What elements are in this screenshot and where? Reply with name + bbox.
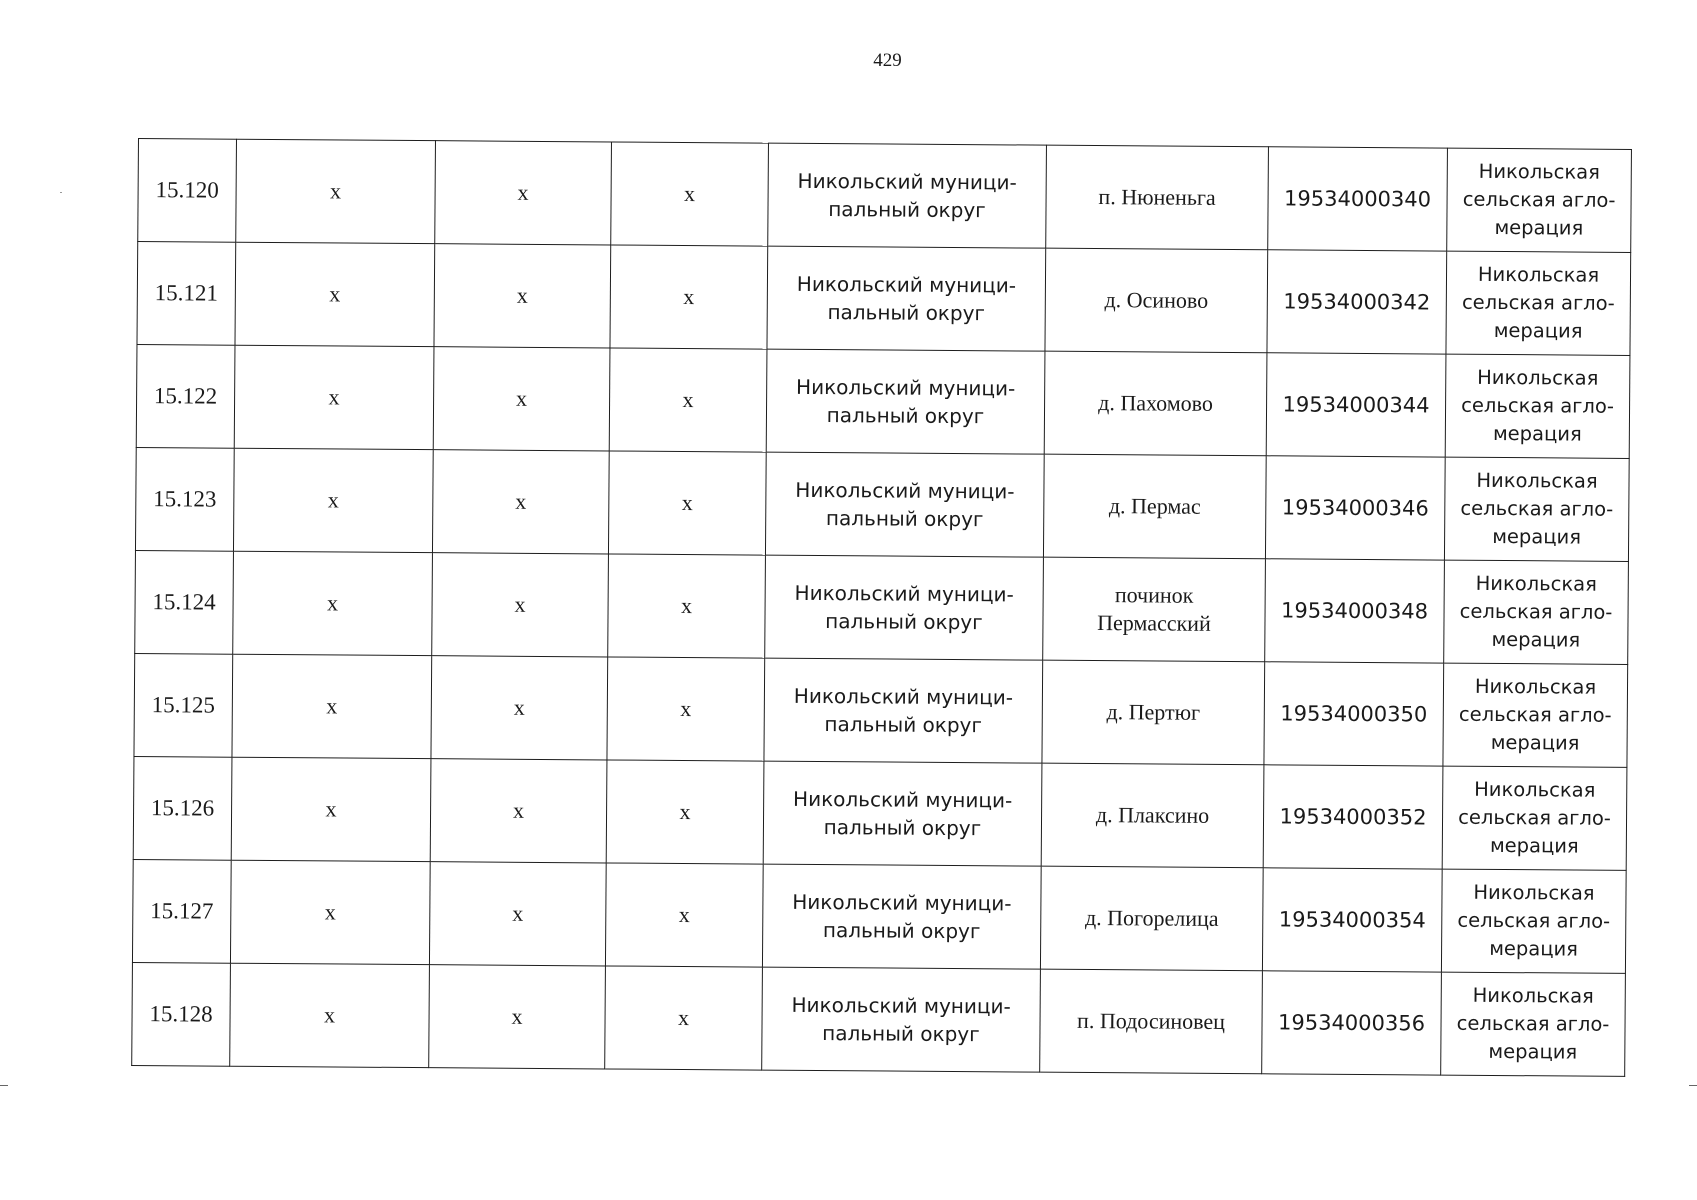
agglomeration-cell-text: сельская агло- xyxy=(1457,908,1611,933)
mark-cell-1 xyxy=(230,860,430,964)
locality-cell-text: Пермасский xyxy=(1097,610,1211,636)
locality-cell-text: п. Подосиновец xyxy=(1077,1007,1226,1034)
oktmo-code-cell xyxy=(1262,868,1442,972)
agglomeration-cell xyxy=(1443,663,1628,767)
locality-cell-text: д. Осиново xyxy=(1104,287,1209,313)
mark-cell-2-text: х xyxy=(511,1003,523,1029)
agglomeration-cell-text: сельская агло- xyxy=(1458,702,1612,727)
oktmo-code-cell xyxy=(1264,662,1444,766)
page-number: 429 xyxy=(873,50,902,71)
mark-cell-3 xyxy=(608,451,766,555)
locality-cell-text: починок xyxy=(1114,582,1194,608)
agglomeration-cell xyxy=(1447,148,1632,252)
oktmo-code-cell-text: 19534000342 xyxy=(1283,289,1431,315)
agglomeration-cell-text: Никольская xyxy=(1478,159,1600,184)
row-number-cell xyxy=(136,344,235,448)
agglomeration-cell-text: Никольская xyxy=(1477,365,1599,390)
mark-cell-2 xyxy=(432,450,609,554)
agglomeration-cell-text: мерация xyxy=(1489,833,1579,858)
agglomeration-cell xyxy=(1446,251,1631,355)
mark-cell-1 xyxy=(232,654,432,758)
mark-cell-2-text: х xyxy=(513,694,525,720)
mark-cell-3 xyxy=(611,142,769,246)
locality-cell xyxy=(1040,866,1263,971)
row-number-cell xyxy=(135,550,234,654)
row-number-cell-text: 15.125 xyxy=(151,692,216,718)
agglomeration-cell-text: мерация xyxy=(1488,1039,1578,1064)
mark-cell-2 xyxy=(429,862,606,966)
mark-cell-1 xyxy=(233,448,433,552)
district-cell xyxy=(767,246,1046,351)
mark-cell-3 xyxy=(607,657,765,761)
oktmo-code-cell xyxy=(1263,765,1443,869)
registry-sheet xyxy=(131,138,1631,1077)
row-number-cell-text: 15.127 xyxy=(150,898,214,924)
mark-cell-3-text: х xyxy=(684,181,696,207)
agglomeration-cell-text: сельская агло- xyxy=(1461,290,1615,315)
district-cell xyxy=(766,349,1045,454)
mark-cell-2-text: х xyxy=(517,179,529,205)
agglomeration-cell-text: мерация xyxy=(1493,318,1583,343)
mark-cell-2-text: х xyxy=(512,797,525,823)
table-row xyxy=(132,859,1626,973)
table-row xyxy=(137,242,1631,356)
district-cell-text: пальный округ xyxy=(823,815,982,841)
agglomeration-cell-text: сельская агло- xyxy=(1462,187,1616,212)
mark-cell-3 xyxy=(608,554,766,658)
locality-cell xyxy=(1043,454,1266,559)
mark-cell-1 xyxy=(235,242,435,346)
agglomeration-cell-text: Никольская xyxy=(1476,468,1598,493)
mark-cell-3-text: х xyxy=(682,386,694,413)
row-number-cell xyxy=(138,139,237,243)
oktmo-code-cell xyxy=(1266,353,1446,457)
table-row xyxy=(135,447,1629,561)
mark-cell-3 xyxy=(610,245,768,349)
district-cell-text: пальный округ xyxy=(822,918,981,944)
agglomeration-cell xyxy=(1441,869,1626,973)
agglomeration-cell-text: Никольская xyxy=(1474,777,1596,802)
locality-cell-text: д. Плаксино xyxy=(1095,802,1210,828)
locality-cell-text: д. Пертюг xyxy=(1106,699,1201,725)
district-cell-text: пальный округ xyxy=(827,300,986,326)
mark-cell-2 xyxy=(433,347,610,451)
mark-cell-2-text: х xyxy=(516,282,528,308)
district-cell-text: Никольский муници- xyxy=(792,786,1013,813)
oktmo-code-cell xyxy=(1268,147,1448,251)
oktmo-code-cell-text: 19534000348 xyxy=(1280,598,1429,624)
district-cell-text: Никольский муници- xyxy=(797,168,1017,195)
locality-cell xyxy=(1045,248,1268,353)
agglomeration-cell-text: Никольская xyxy=(1474,674,1597,699)
mark-cell-2-text: х xyxy=(514,591,526,617)
agglomeration-cell-text: мерация xyxy=(1490,730,1580,755)
mark-cell-1-text: х xyxy=(329,281,341,307)
locality-cell-text: д. Пермас xyxy=(1108,493,1201,519)
table-row xyxy=(133,756,1627,870)
mark-cell-1-text: х xyxy=(330,178,342,204)
margin-mark-right xyxy=(1689,1085,1697,1086)
row-number-cell xyxy=(133,756,232,860)
row-number-cell-text: 15.123 xyxy=(153,486,217,512)
mark-cell-3-text: х xyxy=(680,695,692,722)
agglomeration-cell xyxy=(1445,354,1630,458)
mark-cell-1-text: х xyxy=(327,487,339,513)
mark-cell-3 xyxy=(605,966,763,1070)
oktmo-code-cell xyxy=(1267,250,1447,354)
table-row xyxy=(138,139,1632,253)
agglomeration-cell-text: мерация xyxy=(1491,627,1581,652)
district-cell-text: пальный округ xyxy=(826,403,985,429)
mark-cell-2 xyxy=(434,244,611,348)
locality-cell xyxy=(1040,969,1263,1074)
mark-cell-3-text: х xyxy=(678,901,690,928)
locality-cell xyxy=(1044,351,1267,456)
mark-cell-2 xyxy=(431,656,608,760)
margin-mark-left xyxy=(0,1085,8,1086)
mark-cell-1-text: х xyxy=(327,590,339,616)
agglomeration-cell-text: мерация xyxy=(1494,215,1584,240)
agglomeration-cell xyxy=(1444,560,1629,664)
mark-cell-2 xyxy=(435,141,612,245)
mark-cell-2 xyxy=(430,759,607,863)
mark-cell-1-text: х xyxy=(324,899,336,925)
agglomeration-cell xyxy=(1444,457,1629,561)
locality-cell xyxy=(1043,557,1266,662)
agglomeration-cell-text: мерация xyxy=(1492,524,1582,549)
locality-cell-text: п. Нюненьга xyxy=(1098,184,1216,210)
agglomeration-cell-text: Никольская xyxy=(1473,880,1595,905)
mark-cell-3-text: х xyxy=(679,798,691,825)
agglomeration-cell-text: сельская агло- xyxy=(1458,805,1611,830)
district-cell xyxy=(763,761,1042,866)
district-cell xyxy=(762,864,1041,969)
oktmo-code-cell xyxy=(1265,456,1445,560)
locality-cell xyxy=(1046,145,1269,250)
agglomeration-cell-text: сельская агло- xyxy=(1456,1011,1610,1036)
district-cell xyxy=(765,555,1044,660)
district-cell-text: Никольский муници- xyxy=(793,683,1014,710)
row-number-cell xyxy=(132,962,231,1066)
row-number-cell xyxy=(135,447,234,551)
mark-cell-3-text: х xyxy=(681,489,693,516)
mark-cell-2 xyxy=(429,965,606,1069)
agglomeration-cell-text: Никольская xyxy=(1472,983,1594,1008)
district-cell-text: Никольский муници- xyxy=(791,992,1011,1019)
table-row xyxy=(134,653,1628,767)
district-cell-text: пальный округ xyxy=(825,609,983,635)
row-number-cell-text: 15.124 xyxy=(152,589,216,615)
agglomeration-cell-text: Никольская xyxy=(1477,262,1600,287)
mark-cell-1-text: х xyxy=(325,796,337,822)
table-row xyxy=(136,344,1630,458)
row-number-cell xyxy=(132,859,231,963)
mark-cell-2-text: х xyxy=(515,488,527,514)
mark-cell-2-text: х xyxy=(512,900,524,926)
mark-cell-3-text: х xyxy=(680,592,693,619)
oktmo-code-cell-text: 19534000346 xyxy=(1281,495,1429,521)
oktmo-code-cell-text: 19534000356 xyxy=(1277,1010,1426,1036)
mark-cell-1 xyxy=(233,551,433,655)
district-cell xyxy=(768,143,1047,248)
locality-cell-text: д. Погорелица xyxy=(1084,904,1219,931)
district-cell-text: Никольский муници- xyxy=(794,580,1014,607)
district-cell-text: пальный округ xyxy=(825,506,984,532)
table-row xyxy=(132,962,1626,1076)
agglomeration-cell-text: Никольская xyxy=(1475,571,1597,596)
agglomeration-cell xyxy=(1441,972,1626,1076)
agglomeration-cell-text: мерация xyxy=(1492,421,1582,446)
row-number-cell-text: 15.128 xyxy=(149,1001,213,1027)
locality-cell-text: д. Пахомово xyxy=(1098,390,1214,416)
mark-cell-1 xyxy=(236,139,436,243)
scan-mark xyxy=(60,192,62,193)
agglomeration-cell-text: сельская агло- xyxy=(1459,599,1613,624)
district-cell xyxy=(762,967,1041,1072)
agglomeration-cell-text: сельская агло- xyxy=(1461,393,1615,418)
mark-cell-2-text: х xyxy=(516,385,528,411)
row-number-cell xyxy=(134,653,233,757)
registry-table xyxy=(131,138,1632,1077)
oktmo-code-cell xyxy=(1262,971,1442,1075)
row-number-cell-text: 15.126 xyxy=(150,795,215,821)
district-cell-text: Никольский муници- xyxy=(795,477,1015,504)
mark-cell-3-text: х xyxy=(683,284,695,310)
locality-cell xyxy=(1041,763,1264,868)
agglomeration-cell-text: мерация xyxy=(1489,936,1579,961)
mark-cell-1-text: х xyxy=(328,384,340,410)
registry-rows xyxy=(132,139,1632,1077)
district-cell-text: пальный округ xyxy=(828,197,986,223)
district-cell xyxy=(764,658,1043,763)
locality-cell xyxy=(1042,660,1265,765)
row-number-cell-text: 15.121 xyxy=(154,280,219,306)
mark-cell-3 xyxy=(606,760,764,864)
oktmo-code-cell-text: 19534000354 xyxy=(1278,907,1426,933)
row-number-cell xyxy=(137,242,236,346)
oktmo-code-cell-text: 19534000344 xyxy=(1282,392,1430,418)
mark-cell-3-text: х xyxy=(677,1004,690,1031)
district-cell-text: пальный округ xyxy=(824,712,983,738)
district-cell xyxy=(765,452,1044,557)
mark-cell-2 xyxy=(432,553,609,657)
mark-cell-3 xyxy=(609,348,767,452)
mark-cell-3 xyxy=(605,863,763,967)
district-cell-text: Никольский муници- xyxy=(796,374,1016,401)
table-row xyxy=(135,550,1629,664)
mark-cell-1-text: х xyxy=(326,693,338,719)
row-number-cell-text: 15.120 xyxy=(155,177,219,203)
district-cell-text: Никольский муници- xyxy=(796,271,1017,298)
oktmo-code-cell-text: 19534000350 xyxy=(1280,701,1428,727)
district-cell-text: Никольский муници- xyxy=(792,889,1012,916)
oktmo-code-cell-text: 19534000352 xyxy=(1279,804,1427,830)
oktmo-code-cell-text: 19534000340 xyxy=(1284,186,1432,212)
mark-cell-1-text: х xyxy=(323,1002,336,1028)
agglomeration-cell-text: сельская агло- xyxy=(1460,496,1614,521)
mark-cell-1 xyxy=(230,963,430,1067)
mark-cell-1 xyxy=(234,345,434,449)
mark-cell-1 xyxy=(231,757,431,861)
district-cell-text: пальный округ xyxy=(822,1021,980,1047)
oktmo-code-cell xyxy=(1265,559,1445,663)
agglomeration-cell xyxy=(1442,766,1627,870)
row-number-cell-text: 15.122 xyxy=(153,383,218,409)
